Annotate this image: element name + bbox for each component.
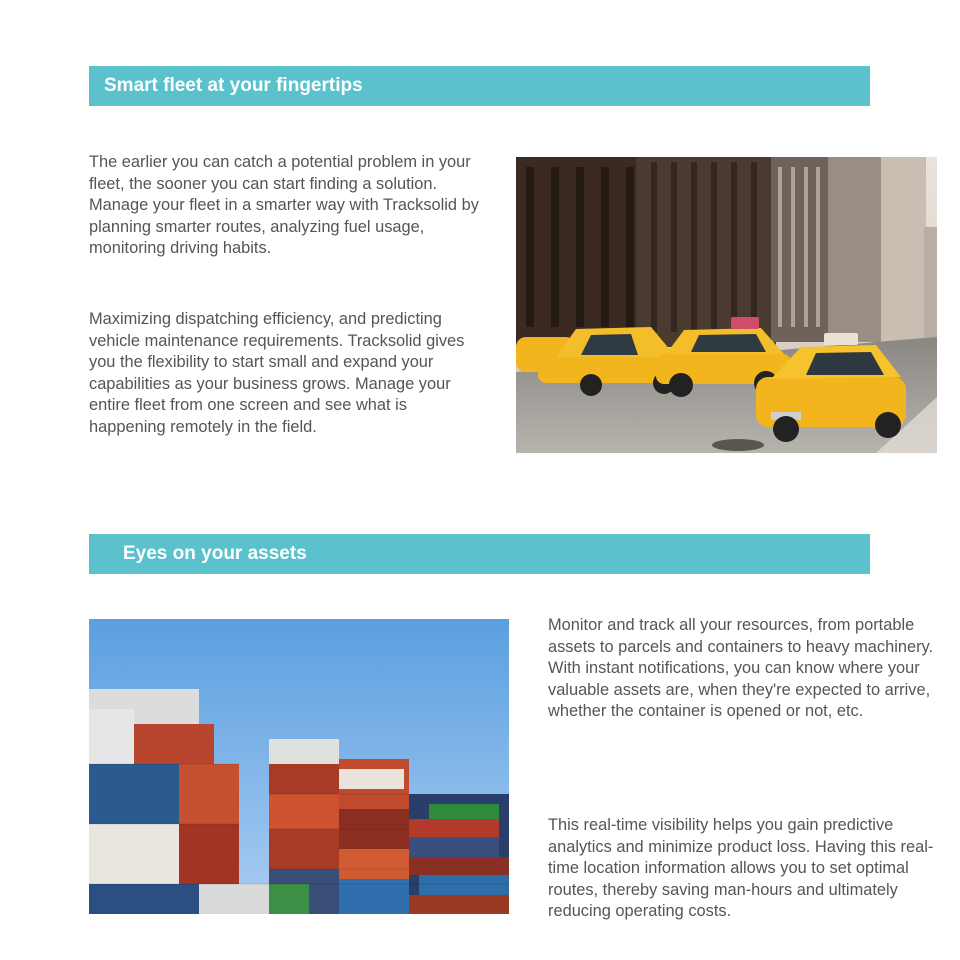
shipping-containers-image — [89, 619, 509, 914]
section-title: Eyes on your assets — [123, 543, 307, 564]
smart-fleet-paragraph-2: Maximizing dispatching efficiency, and predicting vehicle maintenance requirements. Tracksolid gives you the flexibility to start small and expand your capabilities as your business grows. Manage your entire fleet from one screen and see what is happening remotely in the field. — [89, 310, 465, 436]
section-title: Smart fleet at your fingertips — [104, 75, 363, 96]
assets-paragraph-1: Monitor and track all your resources, from portable assets to parcels and containers to heavy machinery. With instant notifications, you can know where your valuable assets are, when they're expected to arrive, whether the container is opened or not, etc. — [548, 616, 934, 721]
section-banner-eyes-on-assets — [89, 534, 870, 574]
section-banner-smart-fleet — [89, 66, 870, 106]
taxi-street-image — [516, 157, 937, 453]
smart-fleet-paragraph-1: The earlier you can catch a potential problem in your fleet, the sooner you can start finding a solution. Manage your fleet in a smarter way with Tracksolid by planning smarter routes, analyzing fuel usage, monitoring driving habits. — [89, 153, 479, 258]
assets-paragraph-2: This real-time visibility helps you gain predictive analytics and minimize product loss. Having this real-time location information allows you to set optimal routes, thereby saving man-hours and ultimately reducing operating costs. — [548, 816, 934, 921]
